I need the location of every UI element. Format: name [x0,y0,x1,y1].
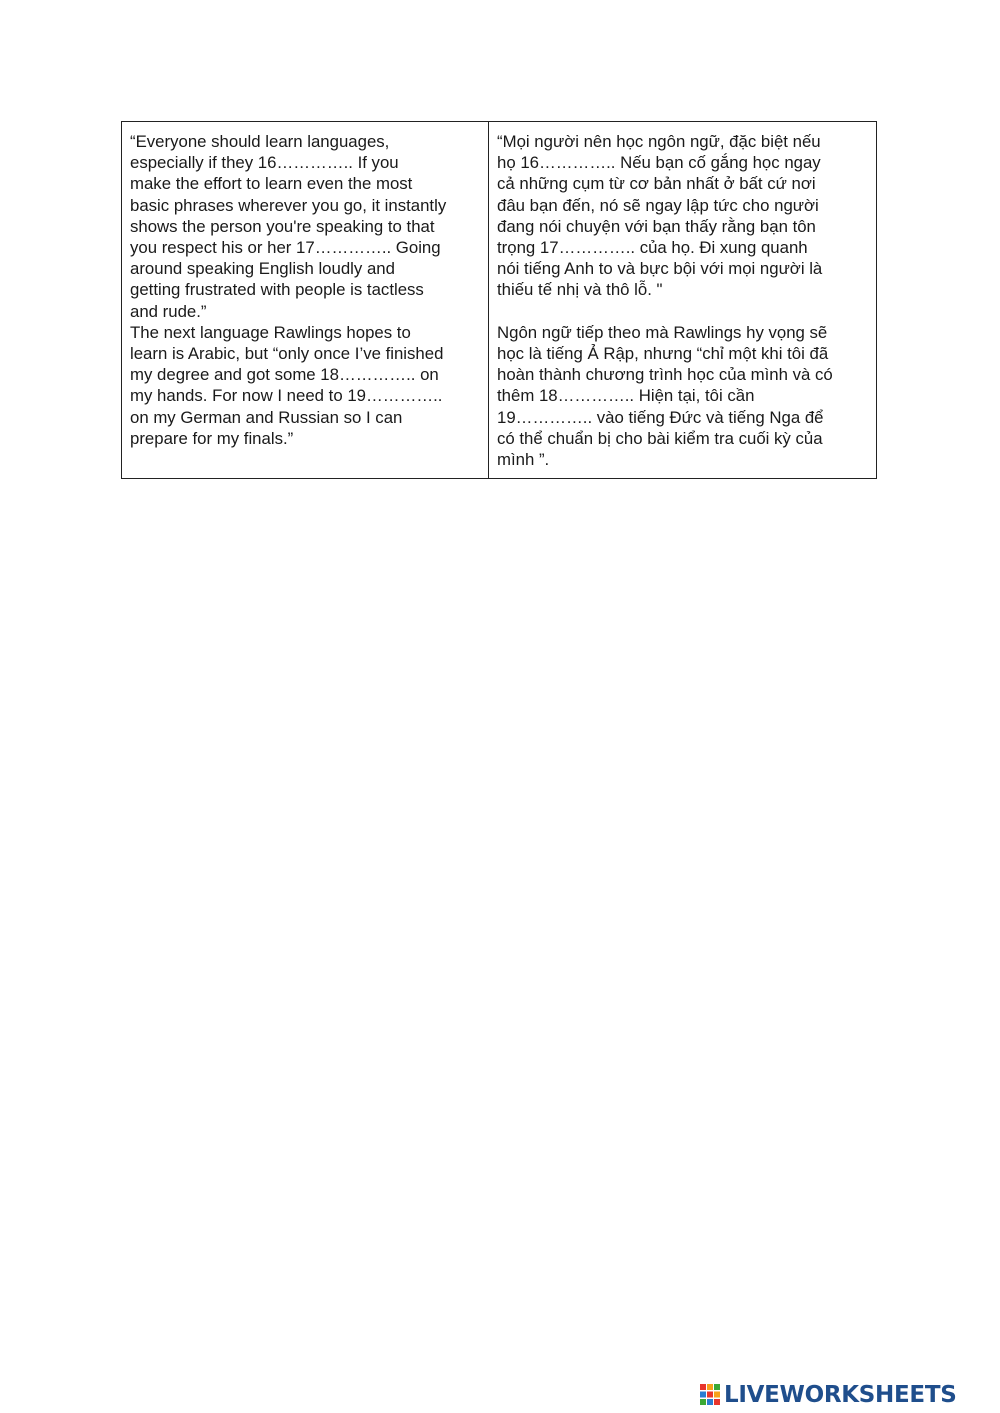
english-paragraph-1: “Everyone should learn languages, especially if they 16………….. If you make the effort to learn even the most basic phrases wherever you go, it instantly shows the person you're speaking to that you respect his or her 17………….. Going around speaking English loudly and getting frustrated with people is tactless and rude.” [130,132,447,321]
english-paragraph-2: The next language Rawlings hopes to learn is Arabic, but “only once I’ve finished my degree and got some 18………….. on my hands. For now I need to 19………….. on my German and Russian so I can prepare for my finals.” [130,322,444,448]
liveworksheets-logo-icon [699,1383,721,1407]
liveworksheets-wordmark: LIVEWORKSHEETS [724,1382,957,1408]
vietnamese-paragraph-2: Ngôn ngữ tiếp theo mà Rawlings hy vọng sẽ học là tiếng Ả Rập, nhưng “chỉ một khi tôi đã hoàn thành chương trình học của mình và có thêm 18………….. Hiện tại, tôi cần 19………….. vào tiếng Đức và tiếng Nga để có thể chuẩn bị cho bài kiểm tra cuối kỳ của mình ”. [497,322,833,470]
vietnamese-paragraph-1: “Mọi người nên học ngôn ngữ, đặc biệt nếu họ 16………….. Nếu bạn cố gắng học ngay cả những cụm từ cơ bản nhất ở bất cứ nơi đâu bạn đến, nó sẽ ngay lập tức cho người đang nói chuyện với bạn thấy rằng bạn tôn trọng 17………….. của họ. Đi xung quanh nói tiếng Anh to và bực bội với mọi người là thiếu tế nhị và thô lỗ. " [497,132,823,300]
bilingual-text-table [121,121,877,479]
liveworksheets-watermark [699,1381,956,1409]
paragraph-spacer [497,301,869,322]
vietnamese-text-cell [489,122,876,478]
english-text-cell [122,122,489,478]
